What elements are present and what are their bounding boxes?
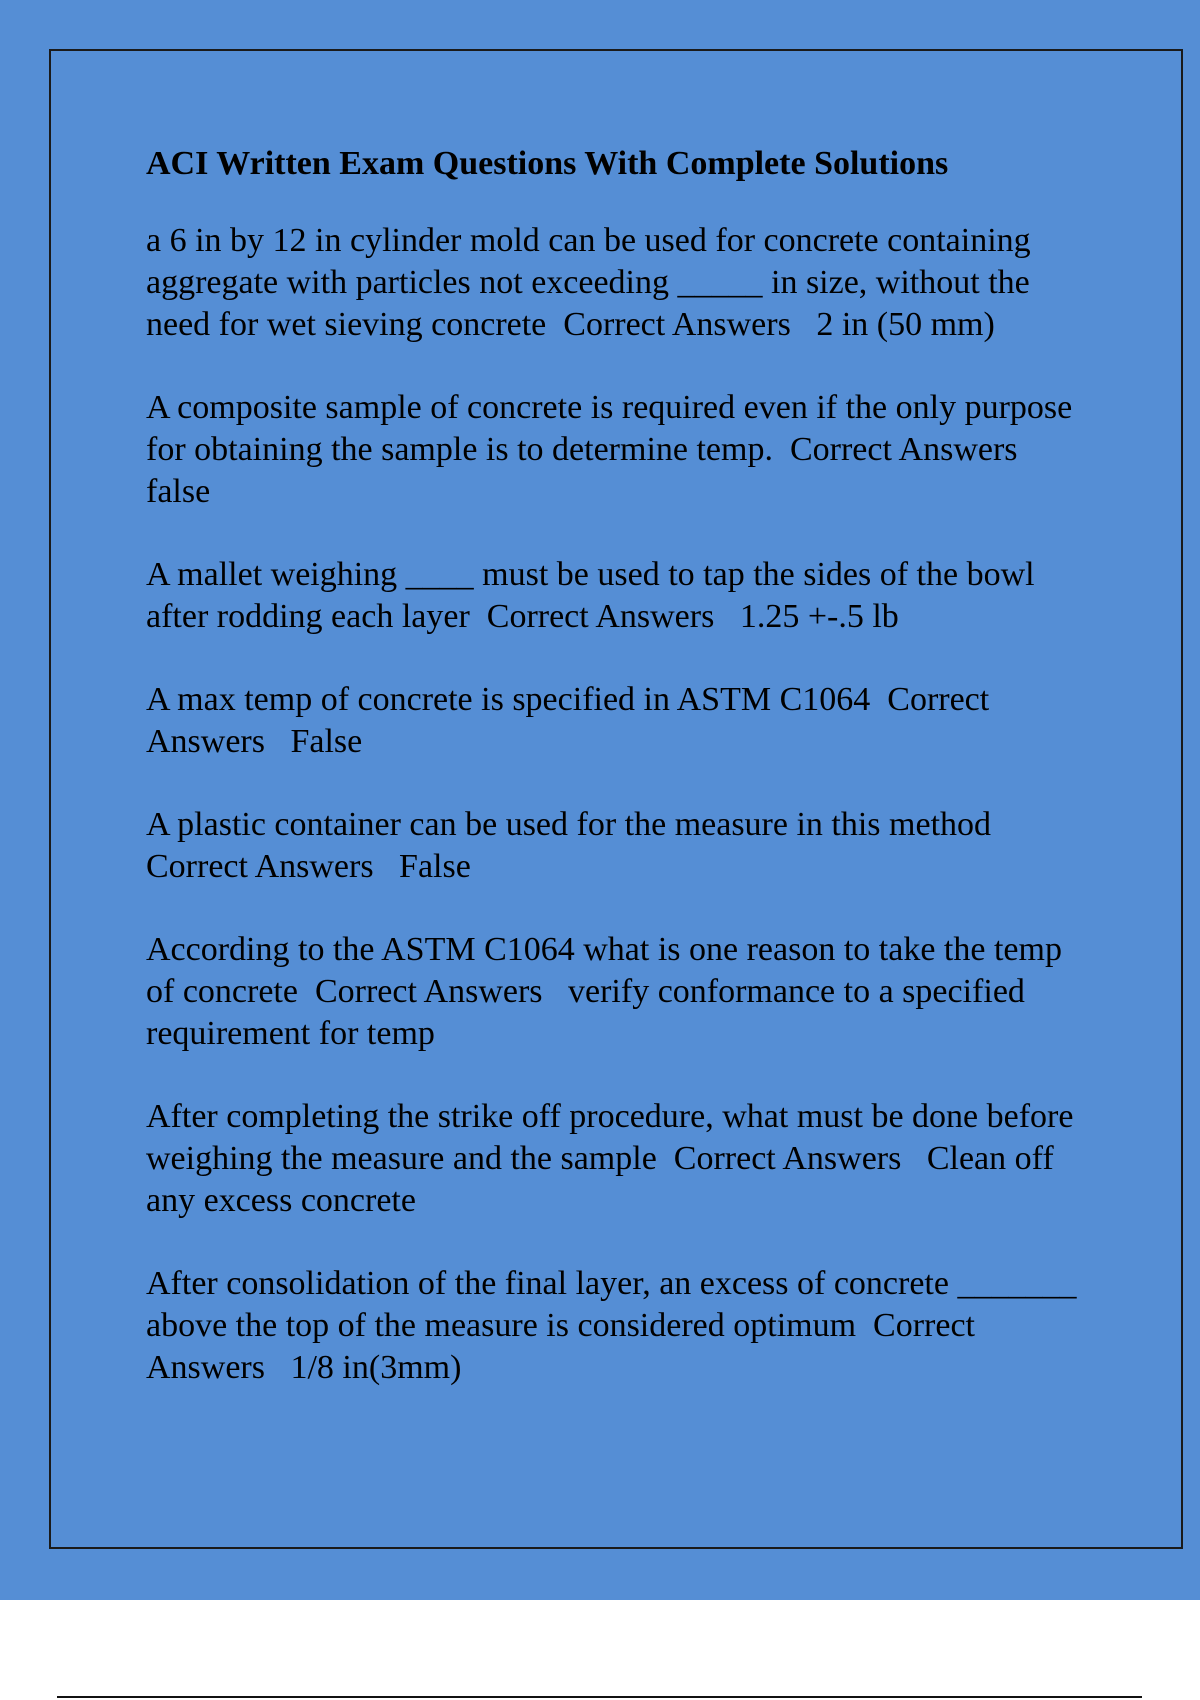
footer-divider	[57, 1696, 1142, 1698]
qa-item-1: a 6 in by 12 in cylinder mold can be used for concrete containing aggregate with particles not exceeding _____ in size, without the need for wet sieving concrete Correct Answers 2 in (50 mm)	[146, 222, 1040, 343]
document-title: ACI Written Exam Questions With Complete Solutions	[146, 145, 949, 182]
qa-item-6: According to the ASTM C1064 what is one reason to take the temp of concrete Correct Answers verify conformance to a specified requirement for temp	[146, 931, 1071, 1052]
qa-item-8: After consolidation of the final layer, an excess of concrete _______ above the top of the measure is considered optimum Correct Answers 1/8 in(3mm)	[146, 1265, 1085, 1386]
qa-item-2: A composite sample of concrete is required even if the only purpose for obtaining the sample is to determine temp. Correct Answers false	[146, 389, 1081, 510]
qa-item-5: A plastic container can be used for the measure in this method Correct Answers False	[146, 806, 1009, 885]
qa-item-4: A max temp of concrete is specified in ASTM C1064 Correct Answers False	[146, 681, 996, 760]
document-body	[146, 142, 1096, 1430]
qa-item-7: After completing the strike off procedure, what must be done before weighing the measure and the sample Correct Answers Clean off any excess concrete	[146, 1098, 1082, 1219]
qa-item-3: A mallet weighing ____ must be used to tap the sides of the bowl after rodding each layer Correct Answers 1.25 +-.5 lb	[146, 556, 1044, 635]
